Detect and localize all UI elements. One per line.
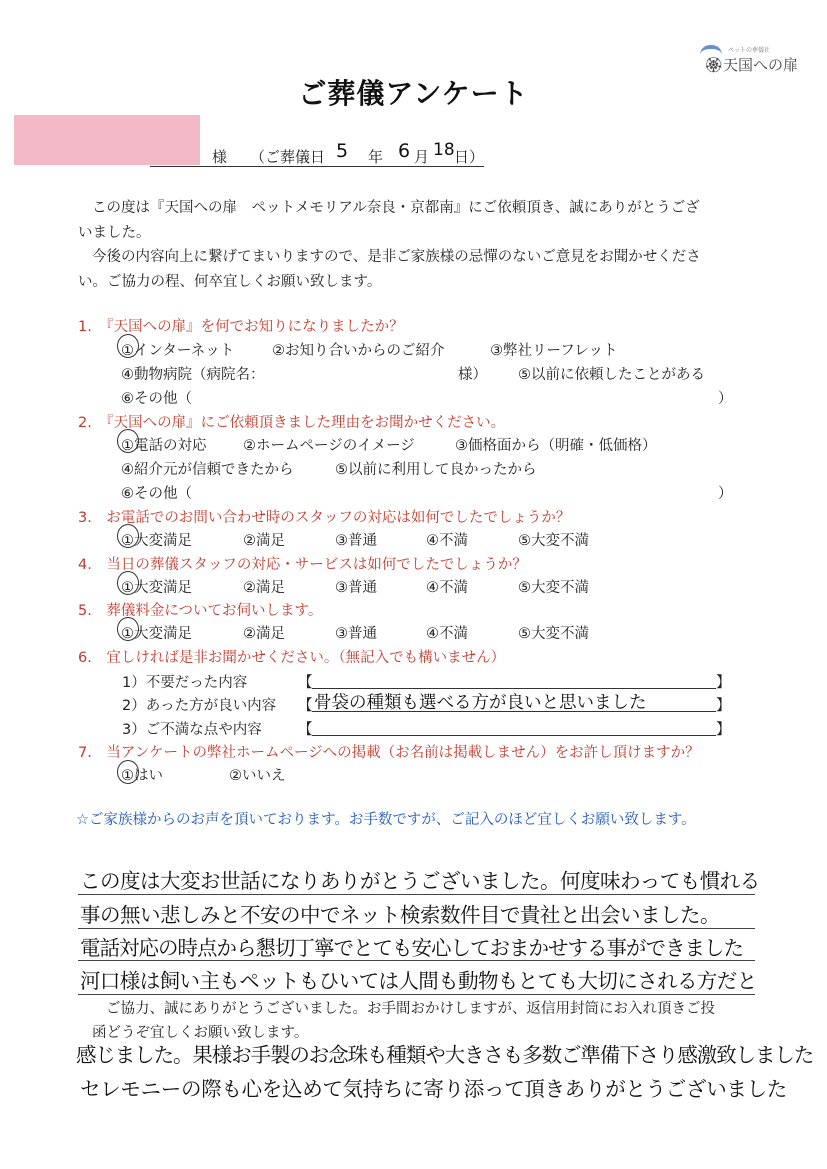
question-1: 1. 『天国への扉』を何でお知りになりましたか？ <box>78 319 404 335</box>
question-3: 3. お電話でのお問い合わせ時のスタッフの対応は如何でしたでしょうか？ <box>78 510 571 526</box>
comment-line-4: 河口様は飼い主もペットもひいては人間も動物もとても大切にされる方だと <box>80 969 757 993</box>
question-2: 2. 『天国への扉』にご依頼頂きました理由をお聞かせください。 <box>78 415 506 431</box>
comment-line-5: 感じました。果様お手製のお念珠も種類や大きさも多数ご準備下さり感激致しました <box>76 1043 814 1067</box>
page-title: ご葬儀アンケート <box>298 77 529 110</box>
intro-line-1: この度は『天国への扉 ペットメモリアル奈良・京都南』にご依頼頂き、誠にありがとうござ <box>92 200 700 216</box>
date-year: 5 <box>336 140 349 162</box>
name-underline <box>150 166 484 167</box>
name-suffix: 様 <box>212 148 228 166</box>
q3-option-3[interactable]: ③普通 <box>335 533 377 549</box>
q5-option-4[interactable]: ④不満 <box>426 626 468 642</box>
q1-option-2[interactable]: ②お知り合いからのご紹介 <box>272 343 445 359</box>
q2-option-3[interactable]: ③価格面から（明確・低価格） <box>455 438 657 454</box>
q1-option-4-suffix: 様） <box>458 367 487 383</box>
q2-option-5[interactable]: ⑤以前に利用して良かったから <box>335 462 537 478</box>
q1-option-6[interactable]: ⑥その他（ <box>121 391 192 407</box>
question-5: 5. 葬儀料金についてお伺いします。 <box>78 603 323 619</box>
q4-option-2[interactable]: ②満足 <box>243 580 285 596</box>
q1-option-4[interactable]: ④動物病院（病院名： <box>121 367 265 383</box>
redacted-name <box>14 115 200 165</box>
q3-option-2[interactable]: ②満足 <box>243 533 285 549</box>
date-month-unit: 月 <box>414 148 430 166</box>
comment-rule-2 <box>78 928 755 929</box>
comment-line-3: 電話対応の時点から懇切丁寧でとても安心しておまかせする事ができました <box>80 936 743 960</box>
q5-option-5[interactable]: ⑤大変不満 <box>518 626 589 642</box>
q6-item-1: 1）不要だった内容 <box>122 675 248 691</box>
date-prefix: （ご葬儀日 <box>250 148 326 166</box>
q2-option-6[interactable]: ⑥その他（ <box>121 486 192 502</box>
q2-option-2[interactable]: ②ホームページのイメージ <box>243 438 415 454</box>
q1-option-3[interactable]: ③弊社リーフレット <box>490 343 618 359</box>
logo-brand: 🏵天国への扉 <box>704 56 799 74</box>
footer-line-1: ご協力、誠にありがとうございました。お手間おかけしますが、返信用封筒にお入れ頂きご投 <box>106 1001 715 1017</box>
q6-answer-line-2 <box>312 711 716 712</box>
comment-rule-4 <box>78 994 755 995</box>
q6-bracket-close-1: 】 <box>716 675 731 691</box>
intro-line-4: い。ご協力の程、何卒宜しくお願い致します。 <box>78 273 382 290</box>
comment-line-6: セレモニーの際も心を込めて気持ちに寄り添って頂きありがとうございました <box>80 1077 787 1101</box>
q4-option-4[interactable]: ④不満 <box>426 580 468 596</box>
q4-option-3[interactable]: ③普通 <box>335 580 377 596</box>
q6-item-2: 2）あった方が良い内容 <box>122 698 277 714</box>
q1-option-5[interactable]: ⑤以前に依頼したことがある <box>518 367 705 383</box>
intro-text <box>78 196 758 294</box>
logo-tagline: ペットの葬儀社 <box>728 47 771 54</box>
q6-answer-2[interactable]: 骨袋の種類も選べる方が良いと思いました <box>314 693 647 713</box>
q7-option-2[interactable]: ②いいえ <box>229 768 286 784</box>
date-day-unit: 日） <box>454 148 485 166</box>
q5-option-1[interactable]: ①大変満足 <box>121 626 192 642</box>
q2-option-1[interactable]: ①電話の対応 <box>121 438 207 454</box>
q3-option-4[interactable]: ④不満 <box>426 533 468 549</box>
question-7: 7. 当アンケートの弊社ホームページへの掲載（お名前は掲載しません）をお許し頂けますか？ <box>78 745 700 761</box>
q5-option-2[interactable]: ②満足 <box>243 626 285 642</box>
q1-option-1[interactable]: ①インターネット <box>121 343 235 359</box>
comment-line-2: 事の無い悲しみと不安の中でネット検索数件目で貴社と出会いました。 <box>80 903 720 927</box>
intro-line-2: いました。 <box>78 224 151 241</box>
q2-option-4[interactable]: ④紹介元が信頼できたから <box>121 462 294 478</box>
comment-line-1: この度は大変お世話になりありがとうございました。何度味わっても慣れる <box>80 869 760 893</box>
q7-option-1[interactable]: ①はい <box>121 768 163 784</box>
date-year-unit: 年 <box>368 148 384 166</box>
q3-option-5[interactable]: ⑤大変不満 <box>518 533 589 549</box>
date-day: 18 <box>433 140 455 160</box>
q4-option-5[interactable]: ⑤大変不満 <box>518 580 589 596</box>
date-month: 6 <box>398 140 411 162</box>
q6-bracket-close-3: 】 <box>716 722 731 738</box>
voice-request-note: ☆ご家族様からのお声を頂いております。お手数ですが、ご記入のほど宜しくお願い致します。 <box>76 812 696 828</box>
question-6: 6. 宜しければ是非お聞かせください。（無記入でも構いません） <box>78 650 506 666</box>
q6-bracket-open-3: 【 <box>298 722 313 738</box>
q6-bracket-close-2: 】 <box>716 698 731 714</box>
q3-option-1[interactable]: ①大変満足 <box>121 533 192 549</box>
q6-item-3: 3）ご不満な点や内容 <box>122 722 262 738</box>
q4-option-1[interactable]: ①大変満足 <box>121 580 192 596</box>
footer-line-2: 函どうぞ宜しくお願い致します。 <box>92 1025 309 1041</box>
question-4: 4. 当日の葬儀スタッフの対応・サービスは如何でしたでしょうか？ <box>78 557 527 573</box>
comment-rule-1 <box>78 894 755 895</box>
intro-line-3: 今後の内容向上に繋げてまいりますので、是非ご家族様の忌憚のないご意見をお聞かせくださ <box>92 249 701 265</box>
q6-bracket-open-1: 【 <box>298 675 313 691</box>
q2-option-6-close: ） <box>718 486 733 502</box>
q6-bracket-open-2: 【 <box>298 698 313 714</box>
q1-option-6-close: ） <box>718 391 733 407</box>
q5-option-3[interactable]: ③普通 <box>335 626 377 642</box>
q6-answer-line-3[interactable] <box>312 735 716 736</box>
